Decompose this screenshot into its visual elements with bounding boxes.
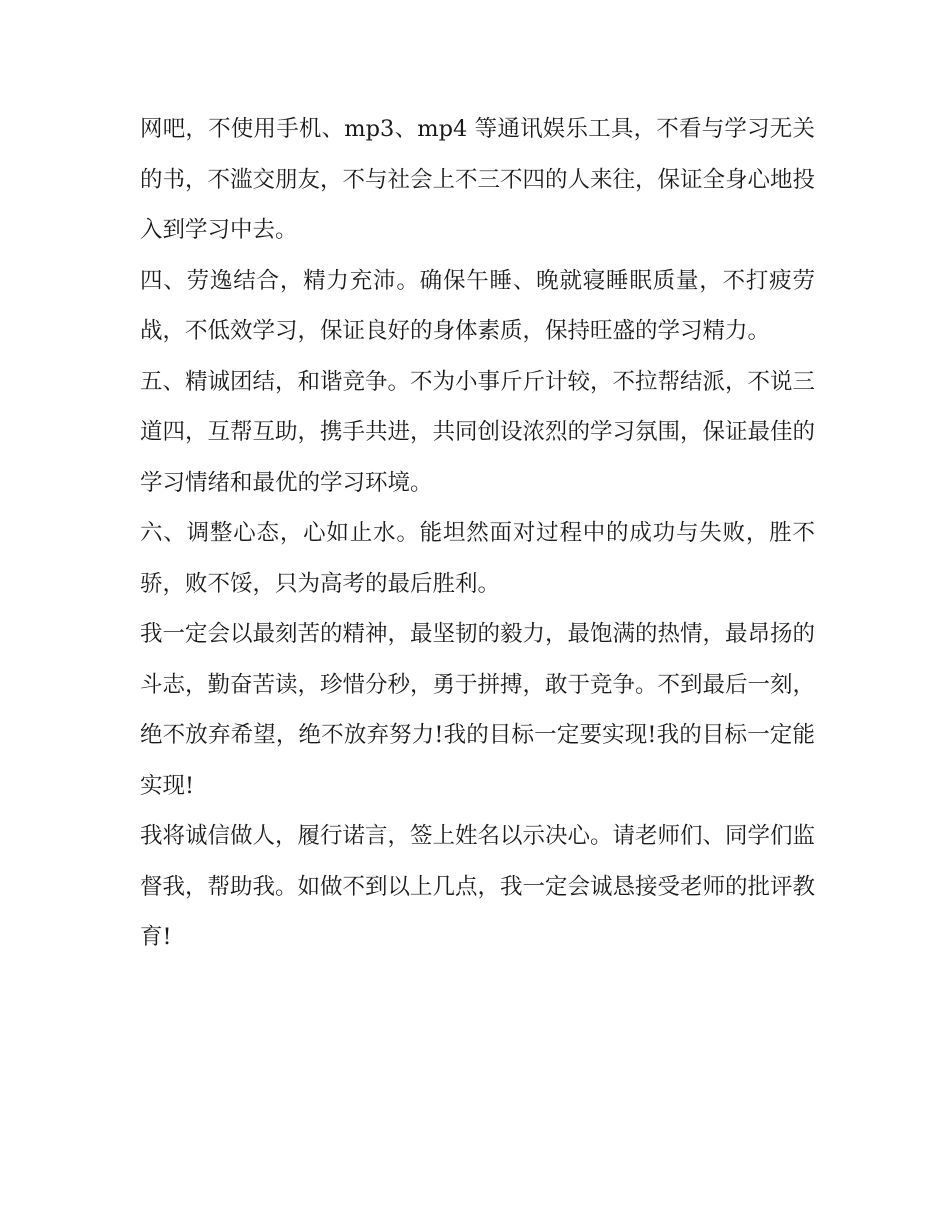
paragraph-pledge: 我将诚信做人，履行诺言，签上姓名以示决心。请老师们、同学们监督我，帮助我。如做不到以上几点，我一定会诚恳接受老师的批评教育!: [140, 823, 816, 950]
paragraph-item-five: 五、精诚团结，和谐竞争。不为小事斤斤计较，不拉帮结派，不说三道四，互帮互助，携手共进，共同创设浓烈的学习氛围，保证最佳的学习情绪和最优的学习环境。: [140, 368, 816, 496]
paragraph-item-four: 四、劳逸结合，精力充沛。确保午睡、晚就寝睡眠质量，不打疲劳战，不低效学习，保证良好的身体素质，保持旺盛的学习精力。: [140, 267, 815, 344]
document-body: [140, 104, 815, 963]
paragraph-commitment: 我一定会以最刻苦的精神，最坚韧的毅力，最饱满的热情，最昂扬的斗志，勤奋苦读，珍惜分秒，勇于拼搏，敢于竞争。不到最后一刻，绝不放弃希望，绝不放弃努力!我的目标一定要实现!我的目标一定能实现!: [140, 621, 816, 799]
paragraph-continuation: 网吧，不使用手机、mp3、mp4 等通讯娱乐工具，不看与学习无关的书，不滥交朋友，不与社会上不三不四的人来往，保证全身心地投入到学习中去。: [140, 116, 816, 243]
paragraph-item-six: 六、调整心态，心如止水。能坦然面对过程中的成功与失败，胜不骄，败不馁，只为高考的最后胜利。: [140, 520, 815, 597]
